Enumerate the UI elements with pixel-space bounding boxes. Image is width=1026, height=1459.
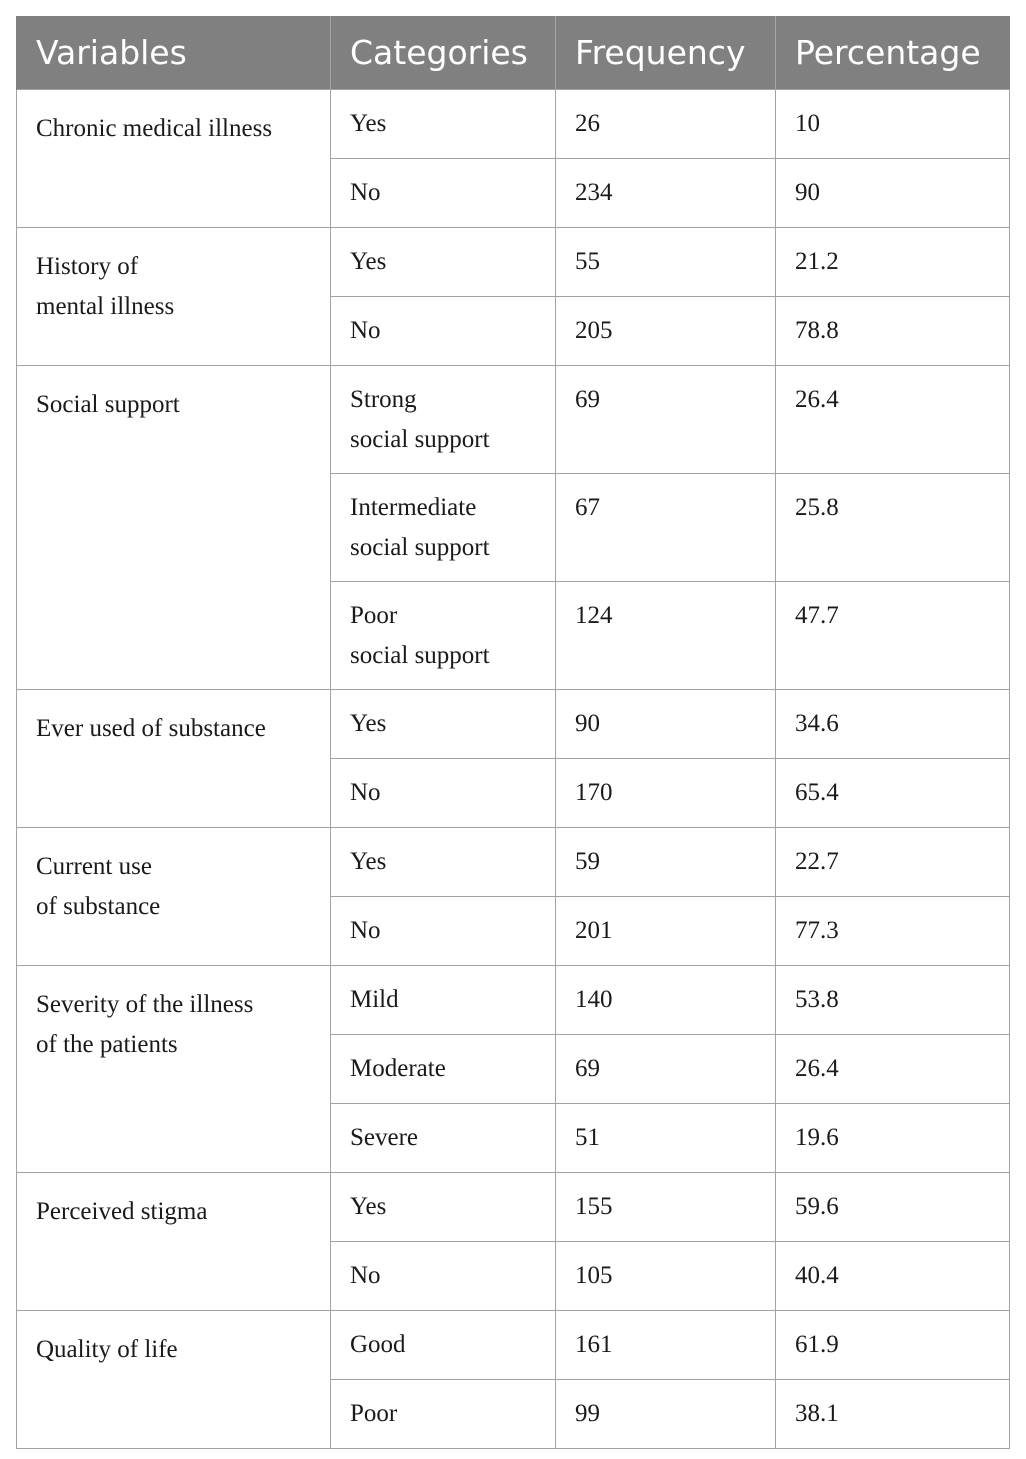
category-label: Poor: [350, 1399, 398, 1427]
category-label: social support: [350, 425, 490, 453]
variable-label: of substance: [36, 892, 161, 920]
category-cell: [331, 581, 556, 689]
table-row: [17, 689, 1010, 758]
variable-cell: [17, 827, 331, 965]
category-label: No: [350, 178, 381, 206]
variable-cell: [17, 89, 331, 227]
category-cell: [331, 689, 556, 758]
table-row: [17, 965, 1010, 1034]
header-row: [17, 16, 1010, 89]
frequency-cell: 161: [556, 1310, 776, 1379]
frequency-cell: 201: [556, 896, 776, 965]
category-cell: [331, 1172, 556, 1241]
category-label: Moderate: [350, 1054, 446, 1082]
category-cell: [331, 89, 556, 158]
frequency-cell: 205: [556, 296, 776, 365]
category-cell: [331, 296, 556, 365]
frequency-cell: 55: [556, 227, 776, 296]
category-label: Severe: [350, 1123, 419, 1151]
header-categories: Categories: [331, 16, 556, 89]
percentage-cell: 10: [776, 89, 1010, 158]
frequency-cell: 69: [556, 1034, 776, 1103]
category-label: No: [350, 1261, 381, 1289]
variable-label: Perceived stigma: [36, 1197, 208, 1225]
frequency-cell: 140: [556, 965, 776, 1034]
percentage-cell: 65.4: [776, 758, 1010, 827]
frequency-cell: 90: [556, 689, 776, 758]
frequency-cell: 99: [556, 1379, 776, 1448]
table-body: [17, 89, 1010, 1448]
percentage-cell: 59.6: [776, 1172, 1010, 1241]
category-label: Intermediate: [350, 493, 477, 521]
frequency-cell: 26: [556, 89, 776, 158]
variable-cell: [17, 965, 331, 1172]
percentage-cell: 34.6: [776, 689, 1010, 758]
table-row: [17, 89, 1010, 158]
table-row: [17, 1310, 1010, 1379]
percentage-cell: 21.2: [776, 227, 1010, 296]
frequency-cell: 59: [556, 827, 776, 896]
percentage-cell: 53.8: [776, 965, 1010, 1034]
category-label: Yes: [350, 1192, 387, 1220]
table-row: [17, 365, 1010, 473]
category-cell: [331, 896, 556, 965]
percentage-cell: 19.6: [776, 1103, 1010, 1172]
frequency-cell: 67: [556, 473, 776, 581]
variable-cell: [17, 227, 331, 365]
category-cell: [331, 1241, 556, 1310]
percentage-cell: 22.7: [776, 827, 1010, 896]
category-cell: [331, 365, 556, 473]
category-cell: [331, 227, 556, 296]
category-label: Yes: [350, 847, 387, 875]
variable-label: Quality of life: [36, 1335, 178, 1363]
frequency-cell: 234: [556, 158, 776, 227]
frequency-cell: 105: [556, 1241, 776, 1310]
category-cell: [331, 158, 556, 227]
table-row: [17, 827, 1010, 896]
table-row: [17, 1172, 1010, 1241]
variable-label: History of: [36, 252, 139, 280]
percentage-cell: 90: [776, 158, 1010, 227]
frequency-cell: 124: [556, 581, 776, 689]
category-cell: [331, 758, 556, 827]
percentage-cell: 38.1: [776, 1379, 1010, 1448]
percentage-cell: 47.7: [776, 581, 1010, 689]
percentage-cell: 78.8: [776, 296, 1010, 365]
variable-label: Current use: [36, 852, 152, 880]
category-cell: [331, 1034, 556, 1103]
header-variables: Variables: [17, 16, 331, 89]
category-label: Good: [350, 1330, 406, 1358]
frequency-cell: 69: [556, 365, 776, 473]
header-frequency: Frequency: [556, 16, 776, 89]
category-cell: [331, 473, 556, 581]
variable-label: mental illness: [36, 292, 175, 320]
percentage-cell: 40.4: [776, 1241, 1010, 1310]
category-label: No: [350, 778, 381, 806]
variable-label: Ever used of substance: [36, 714, 266, 742]
header-percentage: Percentage: [776, 16, 1010, 89]
category-label: Mild: [350, 985, 399, 1013]
variable-cell: [17, 365, 331, 689]
percentage-cell: 61.9: [776, 1310, 1010, 1379]
frequency-cell: 51: [556, 1103, 776, 1172]
table-row: [17, 227, 1010, 296]
percentage-cell: 26.4: [776, 365, 1010, 473]
variable-cell: [17, 1310, 331, 1448]
category-cell: [331, 1310, 556, 1379]
category-cell: [331, 965, 556, 1034]
frequency-cell: 155: [556, 1172, 776, 1241]
category-label: social support: [350, 533, 490, 561]
category-label: Yes: [350, 109, 387, 137]
category-label: social support: [350, 641, 490, 669]
variable-label: Social support: [36, 390, 180, 418]
category-label: Poor: [350, 601, 398, 629]
variable-label: of the patients: [36, 1030, 178, 1058]
percentage-cell: 26.4: [776, 1034, 1010, 1103]
percentage-cell: 25.8: [776, 473, 1010, 581]
category-label: No: [350, 316, 381, 344]
frequency-cell: 170: [556, 758, 776, 827]
category-label: No: [350, 916, 381, 944]
table-header: [17, 16, 1010, 89]
percentage-cell: 77.3: [776, 896, 1010, 965]
variable-label: Chronic medical illness: [36, 114, 273, 142]
category-label: Yes: [350, 709, 387, 737]
category-label: Strong: [350, 385, 417, 413]
data-table: [16, 16, 1010, 1449]
category-cell: [331, 1103, 556, 1172]
category-label: Yes: [350, 247, 387, 275]
variable-cell: [17, 689, 331, 827]
variable-label: Severity of the illness: [36, 990, 254, 1018]
category-cell: [331, 827, 556, 896]
variable-cell: [17, 1172, 331, 1310]
category-cell: [331, 1379, 556, 1448]
